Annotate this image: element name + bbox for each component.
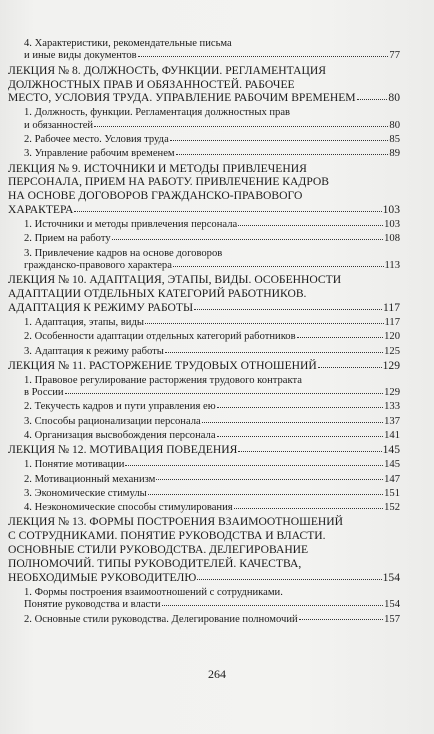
dot-leader: [318, 360, 382, 367]
toc-section-entry[interactable]: [8, 430, 400, 442]
dot-leader: [217, 402, 384, 409]
toc-entry-text: 2. Прием на работу: [24, 233, 111, 245]
toc-entry-text: 4. Неэкономические способы стимулирования: [24, 502, 233, 514]
dot-leader: [74, 205, 381, 212]
toc-entry-text: и иные виды документов: [24, 50, 137, 62]
toc-lecture-entry[interactable]: [8, 64, 400, 106]
toc-entry-text-line: 4. Характеристики, рекомендательные письма: [24, 38, 232, 49]
toc-entry-last-line: [24, 233, 400, 245]
toc-entry-text-line: 3. Привлечение кадров на основе договоров: [24, 247, 223, 259]
dot-leader: [217, 430, 384, 437]
toc-section-entry[interactable]: [8, 459, 400, 471]
dot-leader: [156, 474, 383, 481]
toc-entry-text-line: 1. Формы построения взаимоотношений с сотрудниками.: [24, 586, 283, 598]
dot-leader: [65, 387, 384, 394]
toc-entry-text: 3. Адаптация к режиму работы: [24, 345, 164, 357]
toc-page-number: 157: [384, 613, 400, 625]
toc-entry-text: гражданско-правового характера: [24, 260, 172, 272]
toc-entry-last-line: [24, 459, 400, 471]
toc-page-number: 108: [384, 233, 400, 245]
toc-page-number: 117: [383, 301, 400, 315]
toc-entry-last-line: [8, 359, 400, 373]
toc-section-entry[interactable]: [8, 416, 400, 428]
dot-leader: [176, 148, 389, 155]
dot-leader: [125, 459, 383, 466]
toc-entry-text: 2. Особенности адаптации отдельных категорий работников: [24, 331, 296, 343]
toc-entry-text-line: НА ОСНОВЕ ДОГОВОРОВ ГРАЖДАНСКО-ПРАВОВОГО: [8, 189, 303, 203]
toc-page-number: 103: [384, 219, 400, 231]
toc-entry-text-line: 1. Правовое регулирование расторжения трудового контракта: [24, 374, 302, 386]
toc-entry-text: 2. Основные стили руководства. Делегирование полномочий: [24, 613, 298, 625]
toc-entry-text: МЕСТО, УСЛОВИЯ ТРУДА. УПРАВЛЕНИЕ РАБОЧИМ ВРЕМЕНЕМ: [8, 91, 356, 105]
dot-leader: [112, 234, 383, 241]
toc-entry-last-line: [24, 331, 400, 343]
dot-leader: [357, 93, 388, 100]
toc-section-entry[interactable]: [8, 331, 400, 343]
toc-page-number: 80: [389, 119, 400, 131]
toc-entry-text: в России: [24, 387, 64, 399]
toc-section-entry[interactable]: [8, 587, 400, 612]
toc-page-number: 154: [384, 599, 400, 611]
toc-page-number: 152: [384, 502, 400, 514]
toc-entry-text: 3. Экономические стимулы: [24, 487, 147, 499]
toc-page-number: 77: [389, 50, 400, 62]
toc-entry-last-line: [24, 120, 400, 132]
toc-entry-last-line: [24, 317, 400, 329]
toc-section-entry[interactable]: [8, 614, 400, 626]
toc-page-number: 89: [389, 148, 400, 160]
dot-leader: [238, 445, 381, 452]
toc-page-number: 141: [384, 430, 400, 442]
toc-section-entry[interactable]: [8, 219, 400, 231]
toc-page-number: 117: [384, 317, 400, 329]
toc-entry-text-line: АДАПТАЦИИ ОТДЕЛЬНЫХ КАТЕГОРИЙ РАБОТНИКОВ.: [8, 287, 307, 301]
toc-entry-text-line: С СОТРУДНИКАМИ. ПОНЯТИЕ РУКОВОДСТВА И ВЛАСТИ.: [8, 529, 326, 543]
toc-entry-text: ЛЕКЦИЯ № 11. РАСТОРЖЕНИЕ ТРУДОВЫХ ОТНОШЕНИЙ: [8, 358, 317, 372]
toc-section-entry[interactable]: [8, 317, 400, 329]
toc-entry-text: 2. Мотивационный механизм: [24, 473, 156, 485]
toc-entry-text-line: ДОЛЖНОСТНЫХ ПРАВ И ОБЯЗАННОСТЕЙ. РАБОЧЕЕ: [8, 77, 295, 91]
toc-entry-last-line: [24, 50, 400, 62]
toc-page-number: 129: [384, 387, 400, 399]
toc-entry-last-line: [8, 203, 400, 217]
toc-entry-text-line: ЛЕКЦИЯ № 13. ФОРМЫ ПОСТРОЕНИЯ ВЗАИМООТНОШЕНИЙ: [8, 515, 344, 529]
toc-entry-text-line: ЛЕКЦИЯ № 10. АДАПТАЦИЯ, ЭТАПЫ, ВИДЫ. ОСОБЕННОСТИ: [8, 273, 342, 287]
toc-entry-last-line: [24, 416, 400, 428]
toc-entry-text-line: ЛЕКЦИЯ № 9. ИСТОЧНИКИ И МЕТОДЫ ПРИВЛЕЧЕНИЯ: [8, 161, 307, 175]
toc-entry-text: 1. Источники и методы привлечения персонала: [24, 219, 238, 231]
toc-page-number: 147: [384, 473, 400, 485]
dot-leader: [299, 614, 383, 621]
toc-entry-last-line: [24, 474, 400, 486]
toc-lecture-entry[interactable]: [8, 162, 400, 218]
toc-entry-text: Понятие руководства и власти: [24, 599, 161, 611]
toc-entry-text-line: 1. Должность, функции. Регламентация должностных прав: [24, 107, 291, 119]
dot-leader: [202, 416, 383, 423]
toc-entry-text: 2. Рабочее место. Условия труда: [24, 133, 169, 145]
dot-leader: [170, 134, 389, 141]
toc-entry-text: 2. Текучесть кадров и пути управления ею: [24, 401, 216, 413]
toc-page-number: 137: [384, 415, 400, 427]
toc-section-entry[interactable]: [8, 346, 400, 358]
dot-leader: [238, 219, 383, 226]
toc-section-entry[interactable]: [8, 488, 400, 500]
toc-page-number: 125: [384, 345, 400, 357]
toc-entry-text: ХАРАКТЕРА: [8, 203, 74, 217]
toc-entry-last-line: [24, 502, 400, 514]
toc-lecture-entry[interactable]: [8, 515, 400, 585]
toc-entry-last-line: [8, 91, 400, 105]
toc-entry-last-line: [8, 301, 400, 315]
toc-entry-text: 1. Понятие мотивации: [24, 459, 125, 471]
toc-section-entry[interactable]: [8, 134, 400, 146]
toc-page-number: 145: [382, 443, 400, 457]
dot-leader: [297, 331, 384, 338]
toc-page-number: 154: [382, 571, 400, 585]
toc-page-number: 151: [384, 487, 400, 499]
toc-section-entry[interactable]: [8, 233, 400, 245]
toc-entry-last-line: [24, 614, 400, 626]
dot-leader: [145, 317, 384, 324]
dot-leader: [138, 50, 389, 57]
toc-page-number: 129: [382, 358, 400, 372]
toc-entry-last-line: [24, 401, 400, 413]
toc-page-number: 103: [382, 203, 400, 217]
dot-leader: [197, 573, 381, 580]
toc-entry-text-line: ПЕРСОНАЛА, ПРИЕМ НА РАБОТУ. ПРИВЛЕЧЕНИЕ КАДРОВ: [8, 175, 330, 189]
toc-entry-last-line: [8, 443, 400, 457]
toc-section-entry[interactable]: [8, 38, 400, 63]
toc-lecture-entry[interactable]: [8, 273, 400, 315]
dot-leader: [234, 502, 383, 509]
toc-page-number: 85: [389, 133, 400, 145]
toc-section-entry[interactable]: [8, 401, 400, 413]
toc-page-number: 133: [384, 401, 400, 413]
toc-section-entry[interactable]: [8, 248, 400, 273]
dot-leader: [148, 488, 383, 495]
toc-section-entry[interactable]: [8, 107, 400, 132]
toc-entry-last-line: [24, 488, 400, 500]
toc-lecture-entry[interactable]: [8, 359, 400, 373]
toc-lecture-entry[interactable]: [8, 443, 400, 457]
toc-page-number: 113: [384, 260, 400, 272]
dot-leader: [173, 260, 384, 267]
toc-section-entry[interactable]: [8, 375, 400, 400]
toc-section-entry[interactable]: [8, 502, 400, 514]
toc-entry-last-line: [24, 387, 400, 399]
dot-leader: [165, 346, 383, 353]
toc-page-number: 145: [384, 459, 400, 471]
dot-leader: [162, 599, 384, 606]
toc-entry-last-line: [24, 430, 400, 442]
page-number: 264: [208, 667, 226, 681]
toc-entry-text-line: ПОЛНОМОЧИЙ. ТИПЫ РУКОВОДИТЕЛЕЙ. КАЧЕСТВА,: [8, 557, 302, 571]
dot-leader: [94, 120, 388, 127]
toc-entry-text-line: ЛЕКЦИЯ № 8. ДОЛЖНОСТЬ, ФУНКЦИИ. РЕГЛАМЕНТАЦИЯ: [8, 63, 326, 77]
toc-page-number: 120: [384, 331, 400, 343]
toc-entry-last-line: [24, 346, 400, 358]
toc-entry-text: АДАПТАЦИЯ К РЕЖИМУ РАБОТЫ: [8, 301, 194, 315]
toc-entry-text: ЛЕКЦИЯ № 12. МОТИВАЦИЯ ПОВЕДЕНИЯ: [8, 443, 238, 457]
toc-entry-last-line: [24, 219, 400, 231]
toc-entry-text: 3. Управление рабочим временем: [24, 148, 175, 160]
toc-entry-last-line: [8, 571, 400, 585]
toc-entry-text-line: ОСНОВНЫЕ СТИЛИ РУКОВОДСТВА. ДЕЛЕГИРОВАНИЕ: [8, 543, 309, 557]
toc-section-entry[interactable]: [8, 148, 400, 160]
toc-entry-last-line: [24, 148, 400, 160]
toc-entry-text: 1. Адаптация, этапы, виды: [24, 317, 144, 329]
toc-entry-last-line: [24, 260, 400, 272]
toc-page-number: 80: [388, 91, 400, 105]
table-of-contents: [8, 36, 400, 626]
toc-entry-last-line: [24, 599, 400, 611]
toc-entry-text: и обязанностей: [24, 119, 94, 131]
toc-entry-text: НЕОБХОДИМЫЕ РУКОВОДИТЕЛЮ: [8, 571, 197, 585]
toc-entry-text: 3. Способы рационализации персонала: [24, 415, 201, 427]
toc-section-entry[interactable]: [8, 474, 400, 486]
dot-leader: [194, 303, 382, 310]
toc-entry-last-line: [24, 134, 400, 146]
toc-entry-text: 4. Организация высвобождения персонала: [24, 430, 216, 442]
